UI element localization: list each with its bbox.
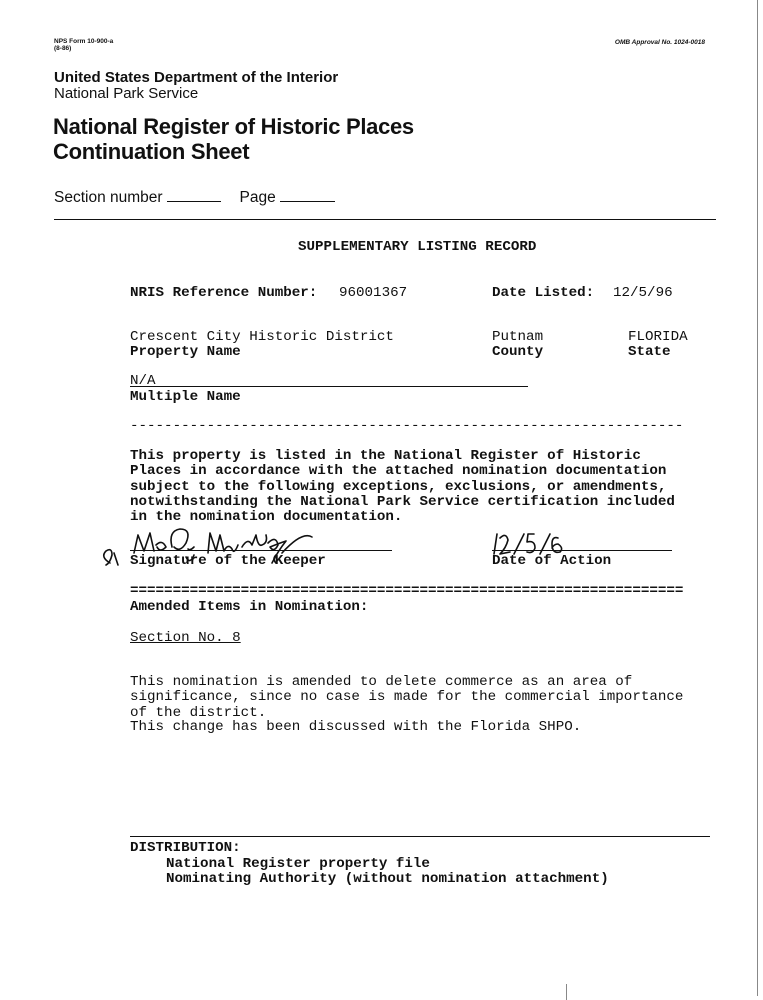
- form-subtitle: Continuation Sheet: [53, 139, 250, 164]
- distribution-heading: DISTRIBUTION:: [130, 840, 241, 856]
- dash-separator: -----------------------------------------------------------------: [130, 418, 684, 434]
- multiple-name-value: N/A: [130, 373, 156, 389]
- distribution-item: Nominating Authority (without nomination attachment): [166, 871, 609, 887]
- amendment-line: significance, since no case is made for the commercial importance: [130, 689, 684, 706]
- department-name: United States Department of the Interior: [54, 69, 339, 86]
- statement-line: Places in accordance with the attached nomination documentation: [130, 463, 667, 480]
- signature-line: [130, 550, 392, 551]
- county-value: Putnam: [492, 329, 544, 345]
- shpo-note: This change has been discussed with the Florida SHPO.: [130, 719, 582, 735]
- state-value: FLORIDA: [628, 329, 688, 345]
- county-label: County: [492, 344, 544, 360]
- section-reference: Section No. 8: [130, 630, 241, 646]
- date-of-action-line: [492, 550, 672, 551]
- multiple-name-label: Multiple Name: [130, 389, 241, 405]
- nris-value: 96001367: [339, 285, 408, 301]
- date-of-action-label: Date of Action: [492, 553, 612, 569]
- amendment-line: of the district.: [130, 704, 267, 721]
- amendment-line: This nomination is amended to delete commerce as an area of: [130, 674, 633, 691]
- state-label: State: [628, 344, 671, 360]
- header-rule: [54, 219, 716, 220]
- omb-approval: OMB Approval No. 1024-0018: [614, 39, 705, 46]
- section-number-field: [167, 189, 221, 202]
- scan-mark: [566, 984, 567, 1000]
- page-field: [280, 189, 335, 202]
- property-name-value: Crescent City Historic District: [130, 329, 394, 345]
- form-date: (8-86): [54, 45, 72, 52]
- date-listed-label: Date Listed:: [492, 285, 595, 301]
- statement-line: notwithstanding the National Park Service certification included: [130, 493, 675, 510]
- scan-edge: [757, 0, 758, 996]
- section-number-label: Section number: [54, 189, 163, 206]
- service-name: National Park Service: [54, 85, 199, 102]
- record-heading: SUPPLEMENTARY LISTING RECORD: [298, 239, 537, 255]
- distribution-item: National Register property file: [166, 856, 430, 872]
- nris-label: NRIS Reference Number:: [130, 285, 318, 301]
- form-title: National Register of Historic Places: [53, 114, 414, 139]
- date-listed-value: 12/5/96: [613, 285, 673, 301]
- double-separator: =================================================================: [130, 583, 684, 599]
- statement-line: subject to the following exceptions, exclusions, or amendments,: [130, 478, 667, 495]
- section-page-line: [54, 189, 335, 207]
- property-name-label: Property Name: [130, 344, 241, 360]
- multiple-name-underline: [130, 386, 528, 387]
- page-label: Page: [239, 189, 276, 206]
- statement-line: in the nomination documentation.: [130, 509, 403, 526]
- signature-label: Signature of the Keeper: [130, 553, 326, 569]
- amendments-heading: Amended Items in Nomination:: [130, 599, 369, 615]
- distribution-rule: [130, 836, 710, 837]
- form-number: NPS Form 10-900-a: [54, 38, 114, 45]
- statement-line: This property is listed in the National Register of Historic: [130, 448, 641, 465]
